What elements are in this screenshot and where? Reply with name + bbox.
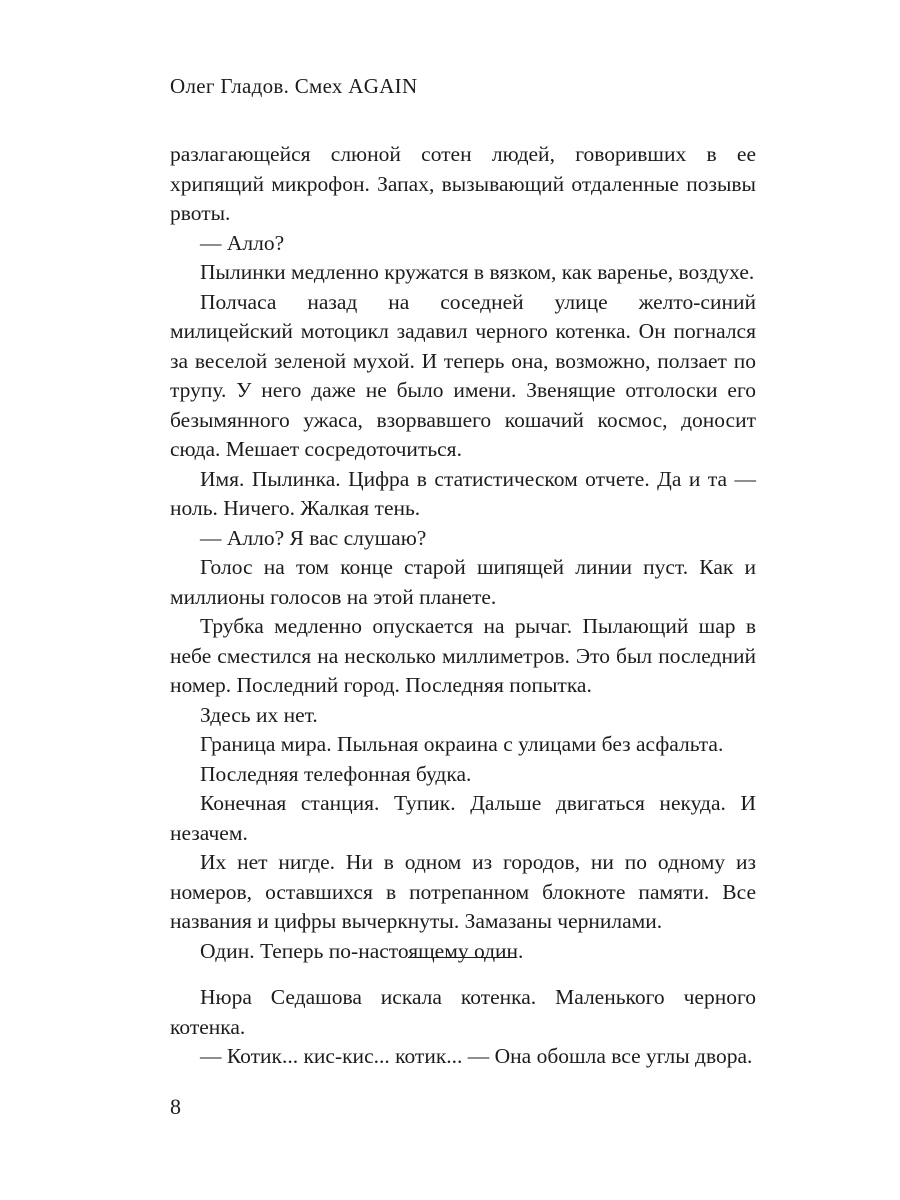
paragraph: Последняя телефонная будка.	[200, 761, 472, 786]
paragraph: Граница мира. Пыльная окраина с улицами без асфальта.	[200, 732, 724, 756]
page-number: 8	[170, 1094, 181, 1119]
paragraph: Полчаса назад на соседней улице желто-синий милицейский мотоцикл задавил черного котенка. Он погнался за веселой зеленой мухой. И теперь она, возможно, ползает по трупу. У него даже не было имени. Звенящие отголоски его безымянного ужаса, взорвавшего кошачий космос, доносит сюда. Мешает сосредоточиться.	[170, 289, 756, 461]
paragraph: — Котик... кис-кис... котик... — Она обошла все углы двора.	[200, 1044, 753, 1068]
paragraph: Голос на том конце старой шипящей линии пуст. Как и миллионы голосов на этой планете.	[170, 555, 756, 609]
paragraph: Их нет нигде. Ни в одном из городов, ни по одному из номеров, оставшихся в потрепанном блокноте памяти. Все названия и цифры вычеркнуты. Замазаны чернилами.	[170, 850, 756, 933]
paragraph: Конечная станция. Тупик. Дальше двигаться некуда. И незачем.	[170, 791, 756, 845]
running-head: Олег Гладов. Смех AGAIN	[170, 74, 418, 98]
paragraph: Трубка медленно опускается на рычаг. Пылающий шар в небе сместился на несколько миллиметров. Это был последний номер. Последний город. Последняя попытка.	[170, 614, 756, 697]
text-block-part2	[170, 983, 756, 1072]
paragraph: Имя. Пылинка. Цифра в статистическом отчете. Да и та — ноль. Ничего. Жалкая тень.	[170, 466, 756, 520]
section-separator	[408, 957, 516, 958]
paragraph: Здесь их нет.	[200, 702, 318, 727]
paragraph: Нюра Седашова искала котенка. Маленького черного котенка.	[170, 985, 756, 1039]
paragraph: — Алло?	[200, 230, 285, 255]
text-block-part1	[170, 140, 756, 966]
paragraph: разлагающейся слюной сотен людей, говоривших в ее хрипящий микрофон. Запах, вызывающий отдаленные позывы рвоты.	[170, 142, 756, 225]
paragraph: Один. Теперь по-настоящему один.	[200, 938, 524, 963]
paragraph: — Алло? Я вас слушаю?	[200, 525, 427, 550]
paragraph: Пылинки медленно кружатся в вязком, как варенье, воздухе.	[200, 260, 755, 284]
